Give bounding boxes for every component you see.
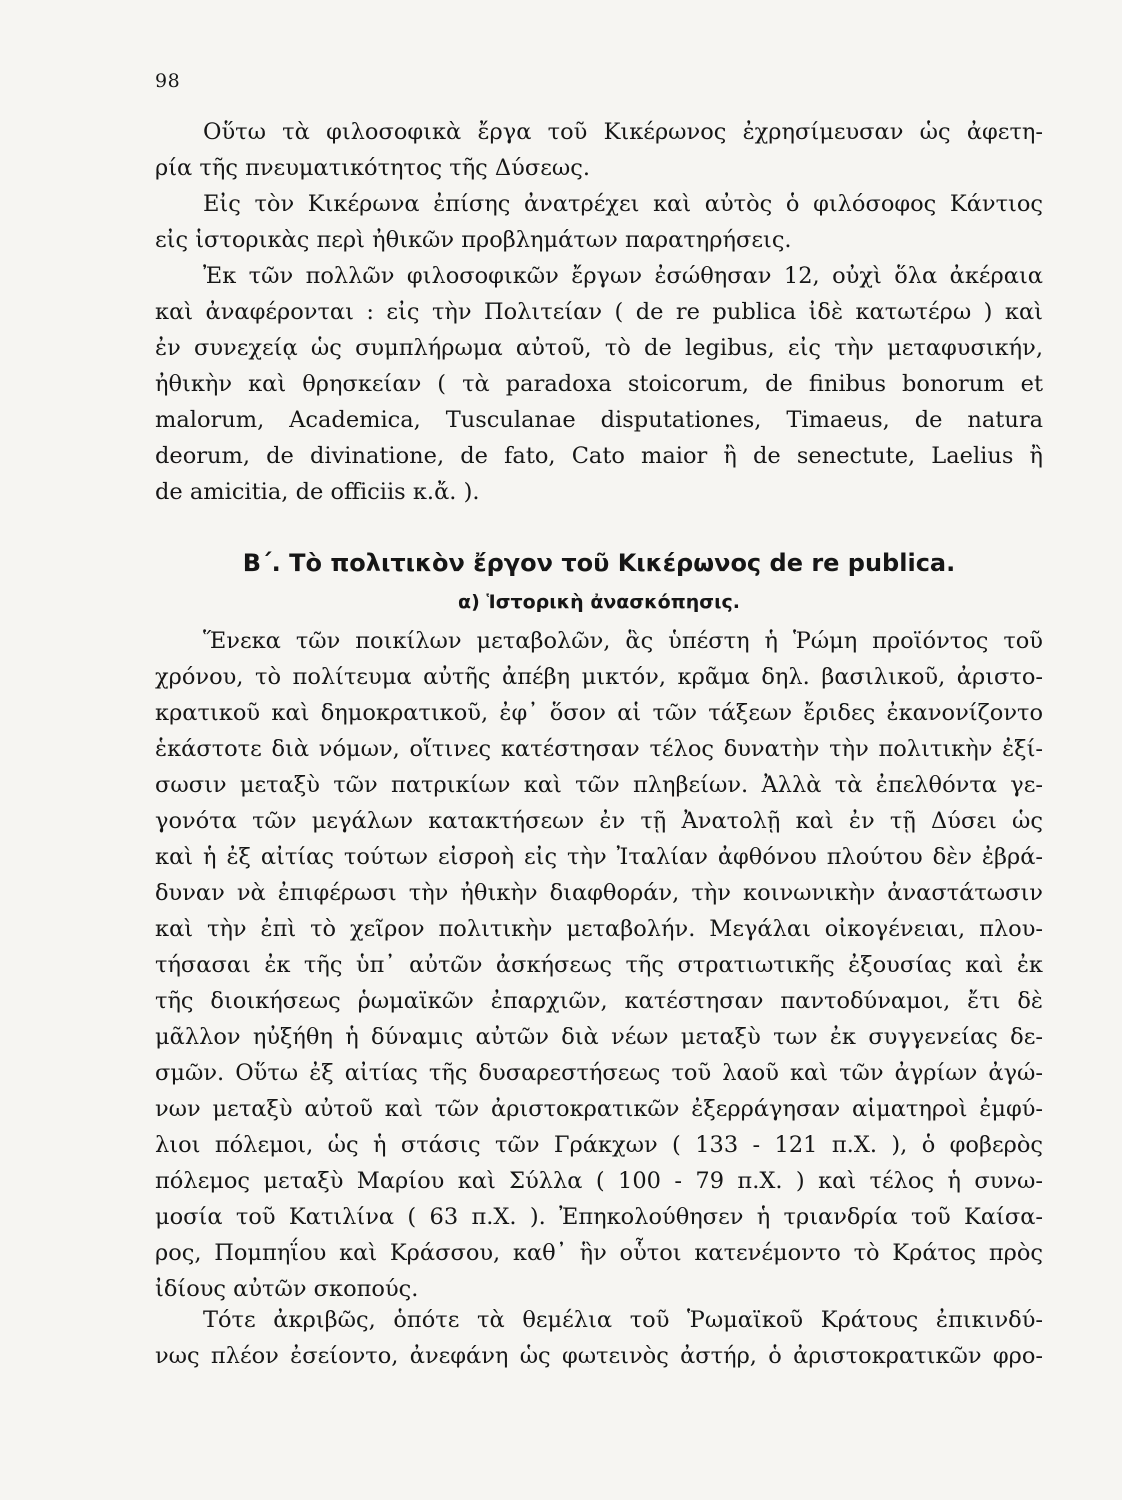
text-line: νως πλέον ἐσείοντο, ἀνεφάνη ὡς φωτεινὸς ἀστήρ, ὁ ἀριστοκρατικῶν φρο-	[155, 1343, 1043, 1369]
text-line: κρατικοῦ καὶ δημοκρατικοῦ, ἐφ᾽ ὅσον αἱ τῶν τάξεων ἔριδες ἐκανονίζοντο	[155, 700, 1043, 726]
intro-paragraphs	[155, 114, 1043, 510]
text-line: λιοι πόλεμοι, ὡς ἡ στάσις τῶν Γράκχων ( 133 - 121 π.Χ. ), ὁ φοβερὸς	[155, 1132, 1043, 1158]
text-line: Ἕνεκα τῶν ποικίλων μεταβολῶν, ἃς ὑπέστη ἡ Ῥώμη προϊόντος τοῦ	[203, 628, 1043, 654]
text-line: χρόνου, τὸ πολίτευμα αὐτῆς ἀπέβη μικτόν, κρᾶμα δηλ. βασιλικοῦ, ἀριστο-	[155, 664, 1043, 690]
text-line: de amicitia, de officiis κ.ἄ. ).	[155, 479, 480, 505]
text-line: πόλεμος μεταξὺ Μαρίου καὶ Σύλλα ( 100 - 79 π.Χ. ) καὶ τέλος ἡ συνω-	[155, 1168, 1043, 1194]
text-line: Εἰς τὸν Κικέρωνα ἐπίσης ἀνατρέχει καὶ αὐτὸς ὁ φιλόσοφος Κάντιος	[203, 191, 1043, 217]
text-line: νων μεταξὺ αὐτοῦ καὶ τῶν ἀριστοκρατικῶν ἐξερράγησαν αἱματηροὶ ἐμφύ-	[155, 1096, 1043, 1122]
text-line: Ἐκ τῶν πολλῶν φιλοσοφικῶν ἔργων ἐσώθησαν 12, οὐχὶ ὅλα ἀκέραια	[203, 263, 1043, 289]
text-line: ἐν συνεχείᾳ ὡς συμπλήρωμα αὐτοῦ, τὸ de legibus, εἰς τὴν μεταφυσικήν,	[155, 335, 1043, 361]
text-line: malorum, Academica, Tusculanae disputationes, Timaeus, de natura	[155, 407, 1043, 433]
text-line: καὶ τὴν ἐπὶ τὸ χεῖρον πολιτικὴν μεταβολήν. Μεγάλαι οἰκογένειαι, πλου-	[155, 916, 1043, 942]
text-line: σμῶν. Οὕτω ἐξ αἰτίας τῆς δυσαρεστήσεως τοῦ λαοῦ καὶ τῶν ἀγρίων ἀγώ-	[155, 1060, 1043, 1086]
text-line: σωσιν μεταξὺ τῶν πατρικίων καὶ τῶν πληβείων. Ἀλλὰ τὰ ἐπελθόντα γε-	[155, 772, 1043, 798]
text-line: ἠθικὴν καὶ θρησκείαν ( τὰ paradoxa stoicorum, de finibus bonorum et	[155, 371, 1043, 397]
text-line: καὶ ἡ ἐξ αἰτίας τούτων εἰσροὴ εἰς τὴν Ἰταλίαν ἀφθόνου πλούτου δὲν ἐβρά-	[155, 844, 1043, 870]
text-line: Οὕτω τὰ φιλοσοφικὰ ἔργα τοῦ Κικέρωνος ἐχρησίμευσαν ὡς ἀφετη-	[203, 119, 1043, 145]
text-line: ἑκάστοτε διὰ νόμων, οἵτινες κατέστησαν τέλος δυνατὴν τὴν πολιτικὴν ἐξί-	[155, 736, 1043, 762]
text-line: deorum, de divinatione, de fato, Cato maior ἢ de senectute, Laelius ἢ	[155, 443, 1043, 469]
text-line: εἰς ἱστορικὰς περὶ ἠθικῶν προβλημάτων παρατηρήσεις.	[155, 227, 792, 253]
history-paragraph	[155, 623, 1043, 1307]
text-line: μοσία τοῦ Κατιλίνα ( 63 π.Χ. ). Ἐπηκολούθησεν ἡ τριανδρία τοῦ Καίσα-	[155, 1204, 1043, 1230]
text-line: ρος, Πομπηΐου καὶ Κράσσου, καθ᾽ ἣν οὗτοι κατενέμοντο τὸ Κράτος πρὸς	[155, 1240, 1043, 1266]
text-line: καὶ ἀναφέρονται : εἰς τὴν Πολιτείαν ( de re publica ἰδὲ κατωτέρω ) καὶ	[155, 299, 1043, 325]
text-line: γονότα τῶν μεγάλων κατακτήσεων ἐν τῇ Ἀνατολῇ καὶ ἐν τῇ Δύσει ὡς	[155, 808, 1043, 834]
sub-heading: α) Ἱστορικὴ ἀνασκόπησις.	[458, 591, 740, 613]
text-line: μᾶλλον ηὐξήθη ἡ δύναμις αὐτῶν διὰ νέων μεταξὺ των ἐκ συγγενείας δε-	[155, 1024, 1043, 1050]
text-line: τήσασαι ἐκ τῆς ὑπ᾽ αὐτῶν ἀσκήσεως τῆς στρατιωτικῆς ἐξουσίας καὶ ἐκ	[155, 952, 1043, 978]
text-line: ρία τῆς πνευματικότητος τῆς Δύσεως.	[155, 155, 590, 181]
final-paragraph	[155, 1302, 1043, 1374]
text-line: Τότε ἀκριβῶς, ὁπότε τὰ θεμέλια τοῦ Ῥωμαϊκοῦ Κράτους ἐπικινδύ-	[203, 1307, 1043, 1333]
text-line: δυναν νὰ ἐπιφέρωσι τὴν ἠθικὴν διαφθοράν, τὴν κοινωνικὴν ἀναστάτωσιν	[155, 880, 1043, 906]
page-number: 98	[155, 70, 181, 92]
section-heading: Β΄. Τὸ πολιτικὸν ἔργον τοῦ Κικέρωνος de re publica.	[242, 549, 956, 577]
text-line: τῆς διοικήσεως ῥωμαϊκῶν ἐπαρχιῶν, κατέστησαν παντοδύναμοι, ἔτι δὲ	[155, 988, 1043, 1014]
text-line: ἰδίους αὐτῶν σκοπούς.	[155, 1276, 419, 1302]
